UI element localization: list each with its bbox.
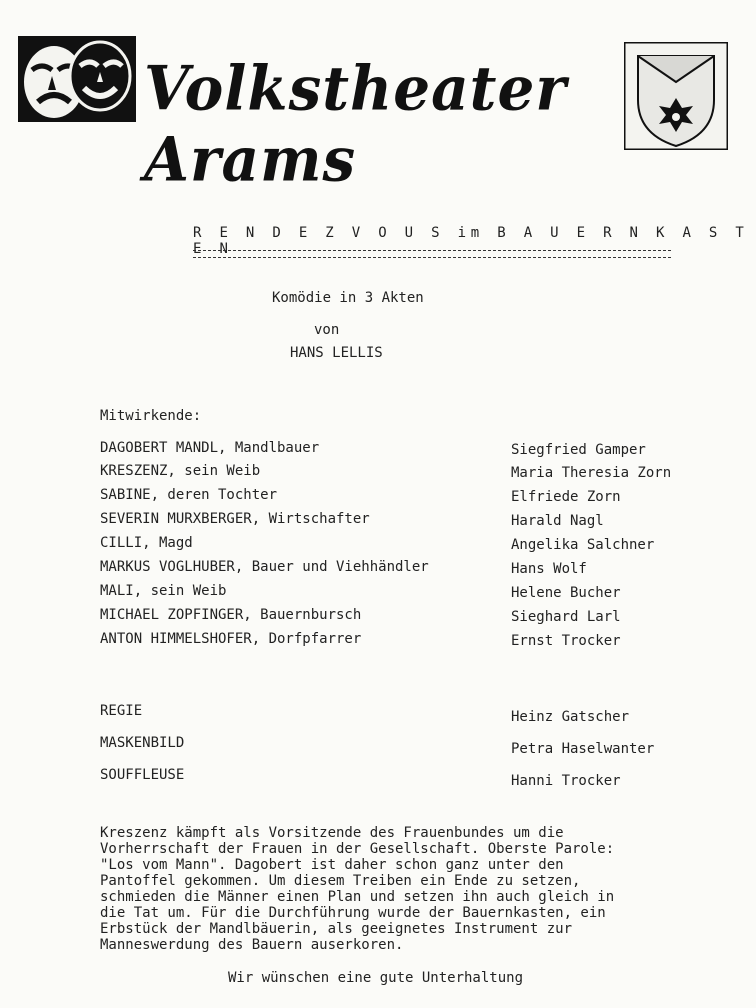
- play-title: R E N D E Z V O U S im B A U E R N K A S T E N: [193, 225, 749, 257]
- cast-role: SABINE, deren Tochter: [100, 487, 278, 503]
- cast-role: KRESZENZ, sein Weib: [100, 463, 261, 479]
- cast-heading: Mitwirkende:: [100, 408, 202, 424]
- synopsis-line: Erbstück der Mandlbäuerin, als geeignetes Instrument zur: [100, 921, 573, 937]
- cast-actor: Angelika Salchner: [511, 537, 655, 553]
- cast-row: [100, 583, 720, 605]
- crew-role: SOUFFLEUSE: [100, 767, 185, 783]
- cast-actor: Ernst Trocker: [511, 633, 621, 649]
- crew-member: Petra Haselwanter: [511, 741, 655, 757]
- crew-member: Heinz Gatscher: [511, 709, 630, 725]
- cast-role: MARKUS VOGLHUBER, Bauer und Viehhändler: [100, 559, 429, 575]
- title-underline: [193, 250, 671, 258]
- cast-row: [100, 631, 720, 653]
- theater-masks-icon: [18, 36, 136, 122]
- cast-actor: Siegfried Gamper: [511, 442, 646, 458]
- crew-member: Hanni Trocker: [511, 773, 621, 789]
- cast-row: [100, 607, 720, 629]
- cast-row: [100, 535, 720, 557]
- theater-name: Volkstheater Arams: [144, 52, 567, 196]
- cast-role: DAGOBERT MANDL, Mandlbauer: [100, 440, 320, 456]
- cast-row: [100, 511, 720, 533]
- cast-role: SEVERIN MURXBERGER, Wirtschafter: [100, 511, 370, 527]
- synopsis-line: Pantoffel gekommen. Um diesem Treiben ein Ende zu setzen,: [100, 873, 581, 889]
- synopsis-line: "Los vom Mann". Dagobert ist daher schon ganz unter den: [100, 857, 564, 873]
- cast-actor: Hans Wolf: [511, 561, 587, 577]
- crew-row: [100, 767, 720, 789]
- synopsis-line: Kreszenz kämpft als Vorsitzende des Frauenbundes um die: [100, 825, 564, 841]
- play-genre: Komödie in 3 Akten: [272, 290, 424, 306]
- cast-role: ANTON HIMMELSHOFER, Dorfpfarrer: [100, 631, 362, 647]
- crew-role: REGIE: [100, 703, 143, 719]
- synopsis-line: die Tat um. Für die Durchführung wurde der Bauernkasten, ein: [100, 905, 606, 921]
- synopsis: [100, 825, 730, 953]
- crew-row: [100, 703, 720, 725]
- crew-role: MASKENBILD: [100, 735, 185, 751]
- cast-row: [100, 559, 720, 581]
- play-author: HANS LELLIS: [290, 345, 383, 361]
- crew-row: [100, 735, 720, 757]
- closing-line: Wir wünschen eine gute Unterhaltung: [228, 970, 524, 986]
- synopsis-line: Manneswerdung des Bauern auserkoren.: [100, 937, 404, 953]
- cast-row: [100, 440, 720, 462]
- coat-of-arms-icon: [624, 42, 728, 150]
- cast-role: MICHAEL ZOPFINGER, Bauernbursch: [100, 607, 362, 623]
- cast-role: CILLI, Magd: [100, 535, 193, 551]
- cast-row: [100, 487, 720, 509]
- cast-actor: Maria Theresia Zorn: [511, 465, 672, 481]
- cast-actor: Helene Bucher: [511, 585, 621, 601]
- cast-row: [100, 463, 720, 485]
- cast-role: MALI, sein Weib: [100, 583, 227, 599]
- synopsis-line: Vorherrschaft der Frauen in der Gesellschaft. Oberste Parole:: [100, 841, 615, 857]
- cast-actor: Sieghard Larl: [511, 609, 621, 625]
- synopsis-line: schmieden die Männer einen Plan und setzen ihn auch gleich in: [100, 889, 615, 905]
- cast-actor: Harald Nagl: [511, 513, 604, 529]
- cast-actor: Elfriede Zorn: [511, 489, 621, 505]
- play-by: von: [314, 322, 340, 338]
